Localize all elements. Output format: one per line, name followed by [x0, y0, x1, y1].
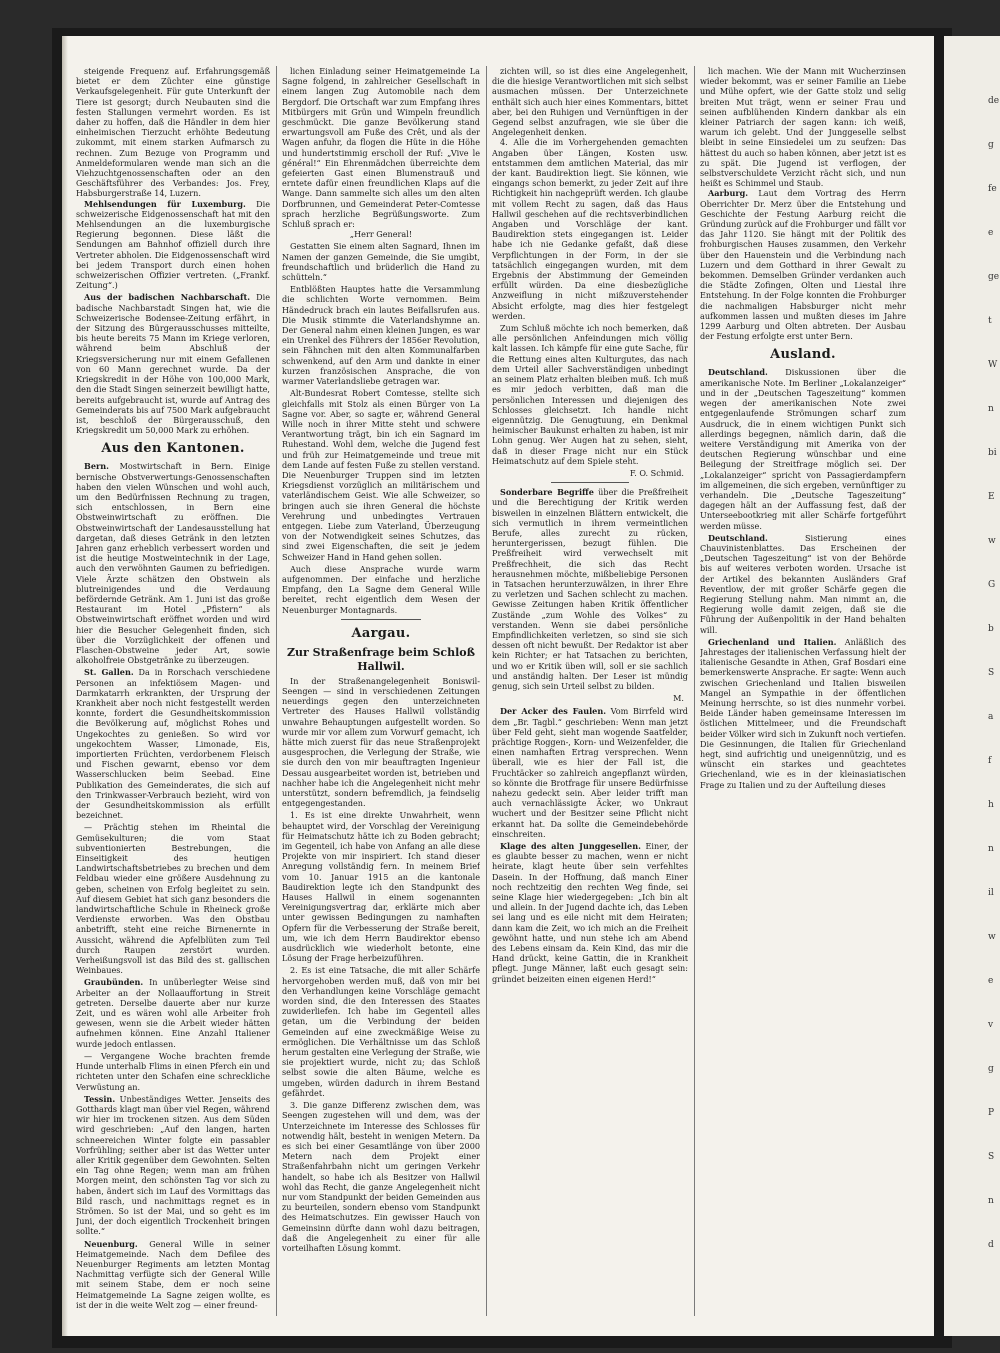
section-heading-aargau: Aargau.: [351, 625, 411, 641]
next-page-fragment: fe: [988, 184, 997, 194]
article-mehlsendungen: [76, 199, 270, 291]
article-graubuenden: [76, 977, 270, 1048]
article-rheintal: — Prächtig stehen im Rheintal die Gemüsekulturen; die vom Staat subventionierten Bestrebungen, die Einseitigkeit des heutigen Landwirtschaftsbetriebes zu brechen und dem Feldbau wieder eine größere Ausdehnung zu geben, scheinen von Erfolg begleitet zu sein. Auf diesem Gebiet hat sich ganz besonders die landwirtschaftliche Schule in Rheineck große Verdienste erworben. Was den Obstbau anbetrifft, steht eine reiche Birnenernte in Aussicht, während die Apfelblüten zum Teil durch Raupen zerstört wurden. Verheißungsvoll ist das Bild des st. gallischen Weinbaues.: [76, 822, 270, 976]
next-page-edge: [944, 36, 1000, 1336]
next-page-fragment: P: [988, 1108, 995, 1118]
next-page-fragment: bi: [988, 448, 997, 458]
column-rule: [276, 66, 277, 1316]
column-4: [700, 66, 906, 1316]
next-page-fragment: de: [988, 96, 1000, 106]
article-body: Gestatten Sie einem alten Sagnard, Ihnen im Namen der ganzen Gemeinde, die Sie umgibt, freundschaftlich und brüderlich die Hand zu schütteln.“: [282, 241, 480, 283]
article-lead: Deutschland.: [708, 532, 768, 543]
intro-paragraph: steigende Frequenz auf. Erfahrungsgemäß bietet er dem Züchter eine günstige Verkaufsgelegenheit. Für gute Unterkunft der Tiere ist gesorgt; durch Neubauten sind die festen Stallungen vermehrt worden. Es ist daher zu hoffen, daß die Händler in dem hier einheimischen Tierzucht erhöhte Bedeutung zukommt, mit einem starken Aufmarsch zu rechnen. Zum Bezuge von Programm und Anmeldeformularen wende man sich an die Viehzuchtgenossenschaften oder an den Geschäftsführer des Verbandes: Jos. Frey, Habsburgerstraße 14, Luzern.: [76, 66, 270, 199]
column-rule: [694, 66, 695, 1316]
article-body: 1. Es ist eine direkte Unwahrheit, wenn behauptet wird, der Vorschlag der Vereinigung für Heimatschutz hätte ich zu Boden gebracht; im Gegenteil, ich habe von Anfang an alle diese Projekte von mir inspiriert. Ich stand dieser Anregung vollständig fern. In meinem Brief vom 10. Januar 1915 an die kantonale Baudirektion legte ich den Standpunkt des Hauses Hallwil in einem sogenannten Vereinigungsvertrag dar, erklärte mich aber unter gewissen Bedingungen zu namhaften Opfern für die Verbesserung der Straße bereit, um, wie ich dem Herrn Baudirektor ebenso ausdrücklich wie wiederholt betonte, eine Lösung der Frage herbeizuführen.: [282, 810, 480, 964]
article-body: In der Straßenangelegenheit Boniswil-Seengen — sind in verschiedenen Zeitungen neuerdings gegen den unterzeichneten Vertreter des Hauses Hallwil vollständig unwahre Behauptungen aufgestellt worden. So wurde mir vor allem zum Vorwurf gemacht, ich hätte mich zuerst für das neue Straßenprojekt ausgesprochen, die Verlegung der Straße, wie sie durch den von mir beauftragten Ingenieur Dessau ausgearbeitet worden ist, betrieben und nachher habe ich die Angelegenheit nicht mehr unterstützt, sondern befremdlich, ja feindselig entgegengestanden.: [282, 675, 480, 809]
next-page-fragment: n: [988, 844, 994, 854]
article-baden: [76, 292, 270, 435]
article-aarburg: [700, 188, 906, 341]
article-body: Unbeständiges Wetter. Jenseits des Gotthards klagt man über viel Regen, während wir hier im trockenen sitzen. Aus dem Süden wird geschrieben: „Auf den langen, harten schneereichen Winter folgte ein passabler Vorfrühling; seither aber ist das Wetter unter aller Kritik gegenüber dem Gewohnten. Selten ein Tag ohne Regen; wenn man am frühen Morgen meint, den schönsten Tag vor sich zu haben, ändert sich im Lauf des Vormittags das Bild rasch, und nachmittags regnet es in Strömen. So ist der Mai, und so geht es im Juni, der doch eigentlich Trockenheit bringen sollte.“: [76, 1093, 270, 1237]
page-gutter: [62, 36, 68, 1336]
article-lead: Griechenland und Italien.: [708, 636, 837, 647]
article-lead: Mehlsendungen für Luxemburg.: [84, 198, 246, 209]
article-body: Vom Birrfeld wird dem „Br. Tagbl.“ geschrieben: Wenn man jetzt über Feld geht, sieht man wogende Saatfelder, prächtige Roggen-, Korn- und Weizenfelder, die einen namhaften Ertrag versprechen. Wenn überall, wie es hier der Fall ist, die Fruchtäcker so zahlreich angepflanzt würden, so könnte die Brotfrage für unsere Bedürfnisse nahezu gedeckt sein. Aber leider trifft man auch vernachlässigte Äcker, wo Unkraut wuchert und der Besitzer seine Pflicht nicht erkannt hat. Da sollte die Gemeindebehörde einschreiten.: [492, 706, 688, 839]
newspaper-page: [62, 36, 934, 1336]
next-page-fragment: f: [988, 756, 992, 766]
article-deutschland-1: [700, 367, 906, 530]
next-page-fragment: S: [988, 668, 995, 678]
divider: [551, 482, 629, 483]
article-body: 2. Es ist eine Tatsache, die mit aller Schärfe hervorgehoben werden muß, daß von mir bei den Verhandlungen keine Vorschläge gemacht worden sind, die den Interessen des Staates zuwiderliefen. Ich habe im Gegenteil alles getan, um die Verbindung der beiden Gemeinden auf eine zweckmäßige Weise zu ermöglichen. Die Verhältnisse um das Schloß herum gestalten eine Verlegung der Straße, wie sie projektiert wurde, nicht zu; das Schloß selbst sowie die alten Bäume, welche es umgeben, würden dadurch in ihrem Bestand gefährdet.: [282, 965, 480, 1098]
article-body: General Wille in seiner Heimatgemeinde. Nach dem Defilee des Neuenburger Regiments am letzten Montag Nachmittag verfügte sich der General Wille mit seinem Stabe, dem er noch seine Heimatgemeinde La Sagne zeigen wollte, es ist der in die weite Welt zog — einer freund-: [76, 1238, 270, 1310]
article-body: 3. Die ganze Differenz zwischen dem, was Seengen zugestehen will und dem, was der Unterzeichnete im Interesse des Schlosses für notwendig hält, besteht in wenigen Metern. Da es sich bei einer Gesamtlänge von über 2000 Metern nach dem Projekt einer Straßenfahrbahn nicht um geringen Verkehr handelt, so habe ich als Besitzer von Hallwil wohl das Recht, die ganze Angelegenheit nicht nur vom Standpunkt der beiden Gemeinden aus zu beurteilen, sondern ebenso vom Standpunkt des Heimatschutzes. Ein gewisser Hauch von Gemeinsinn dürfte dann wohl dazu beitragen, daß die Angelegenheit zu einer für alle vorteilhaften Lösung kommt.: [282, 1100, 480, 1253]
next-page-fragment: n: [988, 1196, 994, 1206]
article-body: Laut dem Vortrag des Herrn Oberrichter Dr. Merz über die Entstehung und Geschichte der Festung Aarburg reicht die Gründung zurück auf die Frohburger und fällt vor das Jahr 1120. Sie hängt mit der Politik des frohburgischen Hauses zusammen, den Verkehr über den Hauenstein und die Verbindung nach Luzern und dem Gotthard in ihrer Gewalt zu bekommen. Demselben Gründer verdanken auch die Städte Zofingen, Olten und Liestal ihre Entstehung. In der Folge konnten die Frohburger die nachmaligen Habsburger nicht mehr aufkommen lassen und mußten dieses im Jahre 1299 Aarburg und Olten abtreten. Der Ausbau der Festung erfolgte erst unter Bern.: [700, 188, 906, 342]
article-bern: [76, 461, 270, 665]
column-1: [76, 66, 270, 1316]
next-page-fragment: il: [988, 888, 994, 898]
divider: [341, 619, 420, 620]
article-lead: St. Gallen.: [84, 667, 134, 678]
article-body: Diskussionen über die amerikanische Note. Im Berliner „Lokalanzeiger“ und in der „Deutschen Tageszeitung“ kommen wegen der amerikanischen Note zwei entgegenlaufende Strömungen scharf zum Ausdruck, die in einem wichtigen Punkt sich allerdings begegnen, nämlich darin, daß die weitere Verständigung mit Amerika von der deutschen Regierung wünschbar und eine Beilegung der Streitfrage möglich sei. Der „Lokalanzeiger“ spricht von Passagierdampfern im allgemeinen, die sich ergeben, vernünftiger zu verhandeln. Die „Deutsche Tageszeitung“ dagegen hält an der Auffassung fest, daß der Unterseebootkrieg mit aller Schärfe fortgeführt werden müsse.: [700, 367, 906, 531]
article-graubuenden-2: — Vergangene Woche brachten fremde Hunde unterhalb Flims in einen Pferch ein und richteten unter den Schafen eine schreckliche Verwüstung an.: [76, 1050, 270, 1092]
article-body: lich machen. Wie der Mann mit Wucherzinsen wieder bekommt, was er seiner Familie an Liebe und Mühe opfert, wie der Gatte stolz und selig breiten Mut trägt, wenn er seiner Frau und seinen aufblühenden Kindern dankbar als ein kleiner Patriarch der sagen kann: ich weiß, warum ich gelebt. Und der Junggeselle selbst bleibt in seine Einsiedelei um zu seufzen: Das hättest du auch so haben können, aber jetzt ist es zu spät. Die Jugend ist verflogen, der selbstverschuldete Verzicht rächt sich, und nun heißt es Schimmel und Staub.: [700, 66, 906, 189]
article-lead: Tessin.: [84, 1093, 116, 1104]
article-lead: Graubünden.: [84, 977, 144, 988]
next-page-fragment: g: [988, 1064, 994, 1074]
next-page-fragment: S: [988, 1152, 995, 1162]
article-body: In unüberlegter Weise sind Arbeiter an der Nollaauffortung in Streit getreten. Derselbe dauerte aber nur kurze Zeit, und es wären wohl alle Arbeiter froh gewesen, wenn sie die Arbeit wieder hätten aufnehmen können. Eine Anzahl Italiener wurde jedoch entlassen.: [76, 977, 270, 1049]
article-lead: Klage des alten Junggesellen.: [500, 841, 641, 852]
article-body: Entblößten Hauptes hatte die Versammlung die schlichten Worte vernommen. Beim Händedruck brach ein lautes Beifallsrufen aus. Die Musik stimmte die Vaterlandshymne an. Der General nahm einen kleinen Jungen, es war ein Urenkel des Führers der 1856er Revolution, sein Fähnchen mit den alten Kommunalfarben schwenkend, auf den Arm und dankte in einer kurzen französischen Ansprache, die von warmer Vaterlandsliebe getragen war.: [282, 284, 480, 387]
article-body: Alt-Bundesrat Robert Comtesse, stellte sich gleichfalls mit Stolz als einen Bürger von La Sagne vor. Aber, so sagte er, während General Wille noch in ihrer Mitte steht und schwere Verantwortung trägt, bin ich ein Sagnard im Ruhestand. Wohl dem, welche die Jugend fest und früh zur Heimatgemeinde und treue mit dem Lande auf festen Fuße zu stellen verstand. Die Neuenburger Truppen sind im letzten Kriegsdienst vorzüglich an militärischem und vaterländischem Geist. Wie alle Schweizer, so bringen auch sie ihren General die höchste Verehrung und unbedingtes Vertrauen entgegen. Liebe zum Vaterland, Überzeugung von der Notwendigkeit seines Schutzes, das sind zwei Eigenschaften, die seit je jedem Schweizer Hand in Hand gehen sollen.: [282, 388, 480, 562]
section-heading-ausland: Ausland.: [770, 347, 836, 363]
article-body: zichten will, so ist dies eine Angelegenheit, die die hiesige Verantwortlichen mit sich selbst ausmachen müssen. Der Unterzeichnete enthält sich auch hier eines Kommentars, bittet aber, bei den Ruhigen und Vernünftigen in der Gegend selbst anzufragen, wie sie über die Angelegenheit denken.: [492, 66, 688, 138]
next-page-fragment: W: [988, 360, 998, 370]
column-2: [282, 66, 480, 1316]
article-lead: Aus der badischen Nachbarschaft.: [84, 292, 251, 303]
next-page-fragment: a: [988, 712, 994, 722]
next-page-fragment: e: [988, 228, 994, 238]
next-page-fragment: t: [988, 316, 992, 326]
column-3: [492, 66, 688, 1316]
next-page-fragment: w: [988, 536, 996, 546]
article-griechenland: [700, 637, 906, 790]
article-neuenburg: [76, 1239, 270, 1310]
signature: M.: [673, 693, 684, 704]
next-page-fragment: v: [988, 1020, 994, 1030]
article-body: Da in Rorschach verschiedene Personen an infektiösem Magen- und Darmkatarrh erkrankten, der Ursprung der Krankheit aber noch nicht festgestellt werden konnte, fordert die Gesundheitskommission die Bevölkerung auf, möglichst Rohes und Ungekochtes zu genießen. So wird vor ungekochtem Wasser, Limonade, Eis, importierten Früchten, verdorbenem Fleisch und Fischen gewarnt, ebenso vor dem Wasserschlucken beim Seebad. Eine Publikation des Gemeinderates, die sich auf den Trinkwasser-Verbrauch bezieht, wird von der Gesundheitskommission als erfüllt bezeichnet.: [76, 667, 270, 821]
article-body: 4. Alle die im Vorhergehenden gemachten Angaben über Längen, Kosten usw. entstammen dem amtlichen Material, das mir der kant. Baudirektion liegt. Sie können, wie eingangs schon bemerkt, zu jeder Zeit auf ihre Richtigkeit hin nachgeprüft werden. Ich glaube mit vollem Recht zu sagen, daß das Haus Hallwil geschehen auf die rechtsverbindlichen Angaben und Vorschläge der kant. Baudirektion stets eingegangen ist. Leider habe ich nie Gedanke gefaßt, daß diese Verpflichtungen in der Form, in der sie tatsächlich eingegangen wurden, mit dem Ergebnis der Abstimmung der Gemeinden erfüllt würden. Da eine diesbezügliche Anzweiflung in nicht mißzuverstehender Absicht erfolgte, mag dies hier festgelegt werden.: [492, 137, 688, 321]
article-deutschland-2: [700, 533, 906, 635]
next-page-fragment: h: [988, 800, 994, 810]
next-page-fragment: n: [988, 404, 994, 414]
article-body: über die Preßfreiheit und die Berechtigung der Kritik werden bisweilen in einzelnen Blättern entwickelt, die sich vermutlich in ihrem vermeintlichen Berufe, alles zurecht zu rücken, heruntergerissen, bezugt fühlen. Die Preßfreiheit wird verwechselt mit Preßfrechheit, die sich das Recht herausnehmen möchte, mißbeliebige Personen in Tatsachen herunterzuwälzen, in ihrer Ehre zu verletzen und Sachen schlecht zu machen. Gewisse Zeitungen haben Kritik öffentlicher Zustände „zum Wohle des Volkes“ zu verstanden. Wenn sie dabei persönliche Empfindlichkeiten verletzen, so sind sie sich dessen oft nicht bewußt. Der Redaktor ist aber kein Richter; er hat Tatsachen zu berichten, und wo er Kritik üben will, soll er sie sachlich und anständig halten. Der Leser ist mündig genug, sich sein Urteil selbst zu bilden.: [492, 487, 688, 691]
article-body: Zum Schluß möchte ich noch bemerken, daß alle persönlichen Anfeindungen mich völlig kalt lassen. Ich kämpfe für eine gute Sache, für die Rettung eines alten Kulturgutes, das nach dem Urteil aller Sachverständigen unbedingt an seinem Platz erhalten bleiben muß. Ich muß es mir jedoch verbitten, daß man die persönlichen Interessen und diejenigen des Schlosses gleichsetzt. Ich handle nicht eigennützig. Die Genugtuung, ein Denkmal heimischer Baukunst erhalten zu haben, ist mir Lohn genug. Wer Augen hat zu sehen, sieht, daß in dieser Frage nicht nur ein Stück Heimatschutz auf dem Spiele steht.: [492, 323, 688, 466]
article-klage: [492, 841, 688, 984]
article-lead: Der Acker des Faulen.: [500, 706, 607, 717]
article-body: Auch diese Ansprache wurde warm aufgenommen. Der einfache und herzliche Empfang, den La Sagne dem General Wille bereitet, recht eigentlich dem Wesen der Neuenburger Montagnards.: [282, 563, 480, 615]
article-body: lichen Einladung seiner Heimatgemeinde La Sagne folgend, in zahlreicher Gesellschaft in einem langen Zug Automobile nach dem Bergdorf. Die Ortschaft war zum Empfang ihres Mitbürgers mit Grün und Wimpeln freundlich geschmückt. Die ganze Bevölkerung stand erwartungsvoll am Fuße des Crêt, und als der Wagen anfuhr, da flogen die Hüte in die Höhe und hundertstimmig erscholl der Ruf: „Vive le général!“ Ein Ehrenmädchen überreichte dem gefeierten Gast einen Blumenstrauß und erntete dafür einen freundlichen Klaps auf die Wange. Dann sammelte sich alles um den alten Dorfbrunnen, und Gemeinderat Peter-Comtesse sprach herzliche Begrüßungsworte. Zum Schluß sprach er:: [282, 66, 480, 230]
article-tessin: [76, 1094, 270, 1237]
article-body: Sistierung eines Chauvinistenblattes. Das Erscheinen der „Deutschen Tageszeitung“ ist von der Behörde bis auf weiteres verboten worden. Ursache ist der Artikel des bekannten Ausländers Graf Reventlow, der mit großer Schärfe gegen die Regierung Stellung nahm. Man nimmt an, die Regierung wolle damit zeigen, daß sie die Führung der Außenpolitik in der Hand behalten will.: [700, 532, 906, 635]
next-page-fragment: G: [988, 580, 996, 590]
speech-salutation: „Herr General!: [349, 229, 413, 240]
article-acker: [492, 706, 688, 839]
next-page-fragment: d: [988, 1240, 994, 1250]
signature: F. O. Schmid.: [629, 467, 684, 478]
article-lead: Bern.: [84, 461, 109, 472]
section-heading-kantonen: Aus den Kantonen.: [101, 441, 245, 457]
article-body: Einer, der es glaubte besser zu machen, wenn er nicht heirate, klagt heute über sein verfehltes Dasein. In der Hoffnung, daß manch Einer noch rechtzeitig den rechten Weg finde, sei seine Klage hier wiedergegeben: „Ich bin alt und allein. In der Jugend dachte ich, das Leben sei lang und es eile nicht mit dem Heiraten; dann kam die Zeit, wo ich mich an die Freiheit gewöhnt hatte, und nun stehe ich am Abend des Lebens einsam da. Kein Kind, das mir die Hand drückt, keine Gattin, die in Krankheit pflegt. Junge Männer, laßt euch gesagt sein: gründet beizeiten einen eigenen Herd!“: [492, 841, 688, 984]
next-page-fragment: b: [988, 624, 994, 634]
article-body: Die badische Nachbarstadt Singen hat, wie die Schweizerische Bodensee-Zeitung erfährt, in der Sitzung des Bürgerausschusses mitteilte, bis heute bereits 75 Mann im Kriege verloren, während beim Abschluß der Kriegsversicherung nur mit einem Gefallenen von 60 Mann gerechnet wurde. Da der Kriegskredit in der Höhe von 100,000 Mark, den die Stadt Singen seinerzeit bewilligt hatte, bereits aufgebraucht ist, wurde auf Antrag des Gemeinderats bis auf 7500 Mark aufgebraucht ist, beschloß der Bürgerausschuß, den Kriegskredit um 50,000 Mark zu erhöhen.: [76, 292, 270, 436]
article-body: Mostwirtschaft in Bern. Einige bernische Obstverwertungs-Genossenschaften haben den vielen Wünschen und wohl auch, um den Bedürfnissen Rechnung zu tragen, sich entschlossen, in Bern eine Obstweinwirtschaft zu eröffnen. Die Obstweinwirtschaft der Landesausstellung hat dargetan, daß dieses Getränk in den letzten Jahren ganz erheblich verbessert worden und ist die heutige Mostweintechnik in der Lage, auch den verwöhnten Gaumen zu befriedigen. Viele Ärzte schätzen den Obstwein als blutreinigendes und die Verdauung befördernde Getränk. Am 1. Juni ist das große Restaurant im Hotel „Pfistern“ als Obstweinwirtschaft eröffnet worden und wird hier die Besucher Gelegenheit finden, sich über die Vorzüglichkeit der offenen und Flaschen-Obstweine jeder Art, sowie alkoholfreie Obstgetränke zu überzeugen.: [76, 461, 270, 666]
article-lead: Aarburg.: [708, 188, 749, 199]
article-begriffe: [492, 487, 688, 691]
next-page-fragment: w: [988, 932, 996, 942]
article-lead: Neuenburg.: [84, 1238, 138, 1249]
next-page-fragment: ge: [988, 272, 1000, 282]
next-page-fragment: E: [988, 492, 995, 502]
next-page-fragment: e: [988, 976, 994, 986]
article-lead: Deutschland.: [708, 367, 768, 378]
article-body: Anläßlich des Jahrestages der italienischen Verfassung hielt der italienische Gesandte in Athen, Graf Bosdari eine bemerkenswerte Ansprache. Er sagte: Wenn auch zwischen Griechenland und Italien bisweilen Mangel an Sympathie in der öffentlichen Meinung herrschte, so ist dies nunmehr vorbei. Beide Länder haben gemeinsame Interessen im östlichen Mittelmeer, und die Freundschaft beider Völker wird sich in Zukunft noch vertiefen. Die Gesinnungen, die Italien für Griechenland hegt, sind aufrichtig und uneigennützig, und es wünscht ein starkes und geachtetes Griechenland, wie es in der kleinasiatischen Frage zu Italien und zu der Aufteilung dieses: [700, 636, 906, 790]
article-lead: Sonderbare Begriffe: [500, 487, 594, 498]
column-rule: [486, 66, 487, 1316]
next-page-fragment: g: [988, 140, 994, 150]
article-body: Die schweizerische Eidgenossenschaft hat mit den Mehlsendungen an die luxemburgische Regierung begonnen. Diese läßt die Sendungen am Bahnhof offiziell durch ihre Vertreter abholen. Die Eidgenossenschaft wird bei jedem Transport durch einen hohen schweizerischen Offizier vertreten. („Frankf. Zeitung“.): [76, 198, 270, 291]
article-st-gallen: [76, 667, 270, 820]
article-heading-hallwil: Zur Straßenfrage beim Schloß Hallwil.: [287, 645, 475, 673]
